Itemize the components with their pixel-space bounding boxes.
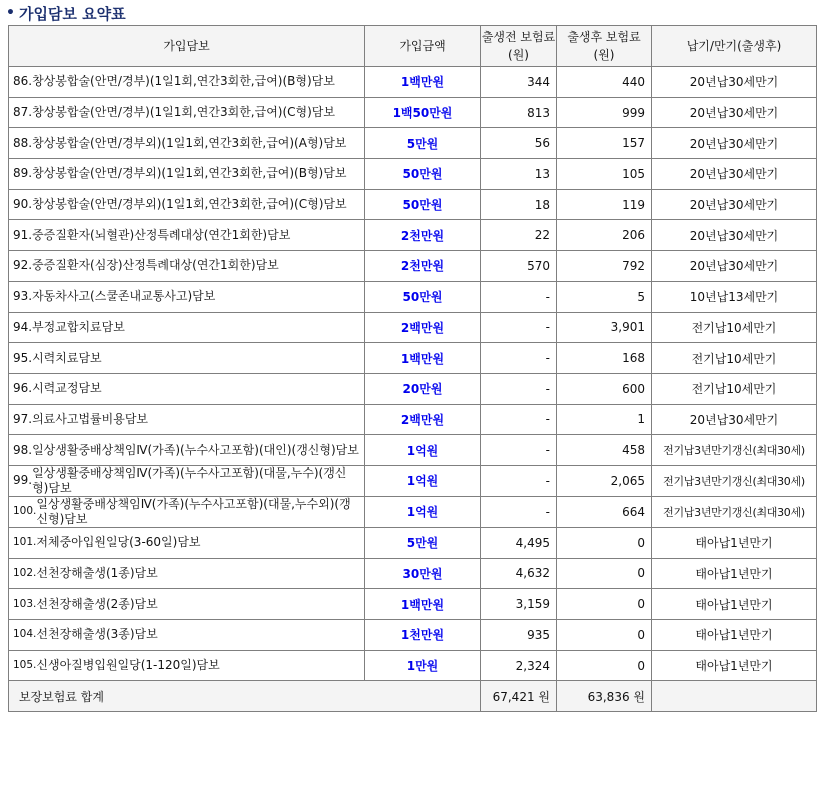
coverage-amount: 1만원 [365,650,481,681]
coverage-name: 창상봉합술(안면/경부)(1일1회,연간3회한,급여)(B형)담보 [32,74,335,89]
coverage-name: 중증질환자(심장)산정특례대상(연간1회한)담보 [32,258,279,273]
premium-after-birth: 0 [557,650,652,681]
coverage-name-cell [9,159,365,190]
coverage-summary-table [8,25,817,712]
payment-period: 전기납3년만기갱신(최대30세) [652,465,817,496]
coverage-amount: 1천만원 [365,620,481,651]
premium-before-birth: 13 [481,159,557,190]
coverage-name: 일상생활중배상책임Ⅳ(가족)(누수사고포함)(대물,누수외)(갱신형)담보 [36,496,351,526]
premium-after-birth: 0 [557,527,652,558]
coverage-name-cell [9,465,365,496]
table-row [9,435,817,466]
premium-before-birth: 2,324 [481,650,557,681]
section-title [6,2,126,24]
coverage-amount: 50만원 [365,159,481,190]
premium-after-birth: 168 [557,343,652,374]
section-title-text: 가입담보 요약표 [18,4,126,23]
coverage-number: 103. [13,597,37,610]
table-row [9,97,817,128]
table-row [9,312,817,343]
coverage-name-cell [9,251,365,282]
coverage-amount: 5만원 [365,527,481,558]
coverage-amount: 1억원 [365,496,481,527]
coverage-amount: 1백50만원 [365,97,481,128]
coverage-amount: 30만원 [365,558,481,589]
coverage-number: 91. [13,227,33,242]
coverage-number: 99. [13,473,33,488]
coverage-number: 92. [13,258,33,273]
premium-after-birth: 105 [557,159,652,190]
payment-period: 20년납30세만기 [652,159,817,190]
coverage-number: 97. [13,411,33,426]
coverage-name: 선천장해출생(2종)담보 [36,596,158,611]
header-after-birth: 출생후 보험료(원) [557,26,652,67]
premium-before-birth: 3,159 [481,589,557,620]
coverage-number: 100. [13,505,37,518]
payment-period: 20년납30세만기 [652,220,817,251]
premium-before-birth: 4,495 [481,527,557,558]
premium-after-birth: 3,901 [557,312,652,343]
coverage-name-cell [9,312,365,343]
payment-period: 20년납30세만기 [652,189,817,220]
coverage-name-cell [9,97,365,128]
table-row [9,251,817,282]
total-after-birth: 63,836 원 [557,681,652,712]
coverage-number: 89. [13,166,33,181]
premium-after-birth: 792 [557,251,652,282]
coverage-name: 자동차사고(스쿨존내교통사고)담보 [32,289,216,304]
coverage-amount: 2백만원 [365,312,481,343]
premium-after-birth: 999 [557,97,652,128]
payment-period: 전기납3년만기갱신(최대30세) [652,435,817,466]
coverage-name: 시력교정담보 [32,381,102,396]
premium-before-birth: 344 [481,67,557,98]
coverage-number: 105. [13,659,37,672]
premium-after-birth: 1 [557,404,652,435]
premium-before-birth: 813 [481,97,557,128]
coverage-number: 88. [13,135,33,150]
coverage-name: 창상봉합술(안면/경부외)(1일1회,연간3회한,급여)(A형)담보 [32,135,347,150]
premium-before-birth: 935 [481,620,557,651]
coverage-name-cell [9,589,365,620]
bullet-icon: • [6,5,15,21]
payment-period: 10년납13세만기 [652,281,817,312]
coverage-name: 창상봉합술(안면/경부외)(1일1회,연간3회한,급여)(C형)담보 [32,197,347,212]
premium-after-birth: 458 [557,435,652,466]
coverage-name: 중증질환자(뇌혈관)산정특례대상(연간1회한)담보 [32,227,291,242]
coverage-name-cell [9,527,365,558]
coverage-amount: 1백만원 [365,343,481,374]
coverage-number: 94. [13,319,33,334]
payment-period: 전기납10세만기 [652,312,817,343]
premium-before-birth: - [481,343,557,374]
coverage-number: 86. [13,74,33,89]
coverage-number: 98. [13,442,33,457]
premium-after-birth: 600 [557,373,652,404]
coverage-name-cell [9,435,365,466]
premium-before-birth: - [481,373,557,404]
coverage-name-cell [9,67,365,98]
payment-period: 태아납1년만기 [652,650,817,681]
table-row [9,159,817,190]
premium-after-birth: 5 [557,281,652,312]
total-row [9,681,817,712]
coverage-amount: 2천만원 [365,220,481,251]
coverage-amount: 1백만원 [365,589,481,620]
total-label: 보장보험료 합계 [9,681,481,712]
coverage-amount: 2백만원 [365,404,481,435]
table-row [9,620,817,651]
coverage-number: 90. [13,197,33,212]
premium-after-birth: 119 [557,189,652,220]
premium-before-birth: - [481,435,557,466]
coverage-amount: 1억원 [365,465,481,496]
coverage-name: 창상봉합술(안면/경부)(1일1회,연간3회한,급여)(C형)담보 [32,105,335,120]
coverage-number: 101. [13,536,37,549]
table-row [9,189,817,220]
table-row [9,220,817,251]
table-row [9,404,817,435]
coverage-number: 95. [13,350,33,365]
coverage-name: 일상생활중배상책임Ⅳ(가족)(누수사고포함)(대물,누수)(갱신형)담보 [32,465,347,495]
table-row [9,373,817,404]
coverage-name-cell [9,281,365,312]
coverage-amount: 50만원 [365,281,481,312]
table-row [9,558,817,589]
header-before-birth: 출생전 보험료(원) [481,26,557,67]
payment-period: 전기납10세만기 [652,373,817,404]
premium-after-birth: 157 [557,128,652,159]
coverage-name-cell [9,496,365,527]
coverage-name: 시력치료담보 [32,350,102,365]
table-row [9,496,817,527]
coverage-name: 의료사고법률비용담보 [32,411,149,426]
coverage-name-cell [9,404,365,435]
total-period [652,681,817,712]
coverage-name: 선천장해출생(3종)담보 [36,627,158,642]
premium-after-birth: 0 [557,620,652,651]
payment-period: 태아납1년만기 [652,589,817,620]
coverage-number: 96. [13,381,33,396]
table-row [9,589,817,620]
coverage-amount: 2천만원 [365,251,481,282]
coverage-amount: 5만원 [365,128,481,159]
premium-after-birth: 2,065 [557,465,652,496]
payment-period: 태아납1년만기 [652,620,817,651]
coverage-name-cell [9,620,365,651]
coverage-name: 부정교합치료담보 [32,319,125,334]
payment-period: 20년납30세만기 [652,97,817,128]
premium-after-birth: 664 [557,496,652,527]
coverage-name: 일상생활중배상책임Ⅳ(가족)(누수사고포함)(대인)(갱신형)담보 [32,442,359,457]
premium-before-birth: 22 [481,220,557,251]
premium-before-birth: - [481,281,557,312]
table-row [9,281,817,312]
coverage-amount: 50만원 [365,189,481,220]
coverage-name-cell [9,373,365,404]
premium-after-birth: 206 [557,220,652,251]
premium-before-birth: - [481,312,557,343]
coverage-name: 창상봉합술(안면/경부외)(1일1회,연간3회한,급여)(B형)담보 [32,166,347,181]
coverage-amount: 20만원 [365,373,481,404]
coverage-name-cell [9,128,365,159]
table-row [9,527,817,558]
premium-before-birth: 4,632 [481,558,557,589]
table-row [9,128,817,159]
premium-before-birth: - [481,404,557,435]
coverage-name-cell [9,189,365,220]
coverage-number: 102. [13,566,37,579]
payment-period: 20년납30세만기 [652,128,817,159]
table-row [9,465,817,496]
premium-before-birth: - [481,496,557,527]
premium-before-birth: 570 [481,251,557,282]
premium-after-birth: 0 [557,589,652,620]
table-header-row [9,26,817,67]
coverage-amount: 1억원 [365,435,481,466]
total-before-birth: 67,421 원 [481,681,557,712]
header-coverage: 가입담보 [9,26,365,67]
coverage-name: 신생아질병입원일당(1-120일)담보 [36,658,220,673]
premium-before-birth: - [481,465,557,496]
payment-period: 태아납1년만기 [652,558,817,589]
payment-period: 전기납10세만기 [652,343,817,374]
header-period: 납기/만기(출생후) [652,26,817,67]
payment-period: 20년납30세만기 [652,404,817,435]
table-row [9,67,817,98]
payment-period: 20년납30세만기 [652,67,817,98]
premium-before-birth: 56 [481,128,557,159]
premium-after-birth: 440 [557,67,652,98]
header-amount: 가입금액 [365,26,481,67]
coverage-amount: 1백만원 [365,67,481,98]
coverage-name-cell [9,220,365,251]
premium-after-birth: 0 [557,558,652,589]
payment-period: 전기납3년만기갱신(최대30세) [652,496,817,527]
coverage-name: 저체중아입원일당(3-60일)담보 [36,535,201,550]
premium-before-birth: 18 [481,189,557,220]
payment-period: 20년납30세만기 [652,251,817,282]
coverage-number: 104. [13,628,37,641]
table-row [9,650,817,681]
payment-period: 태아납1년만기 [652,527,817,558]
coverage-number: 87. [13,105,33,120]
coverage-name-cell [9,650,365,681]
coverage-number: 93. [13,289,33,304]
table-row [9,343,817,374]
coverage-name-cell [9,558,365,589]
coverage-name: 선천장해출생(1종)담보 [36,565,158,580]
coverage-name-cell [9,343,365,374]
